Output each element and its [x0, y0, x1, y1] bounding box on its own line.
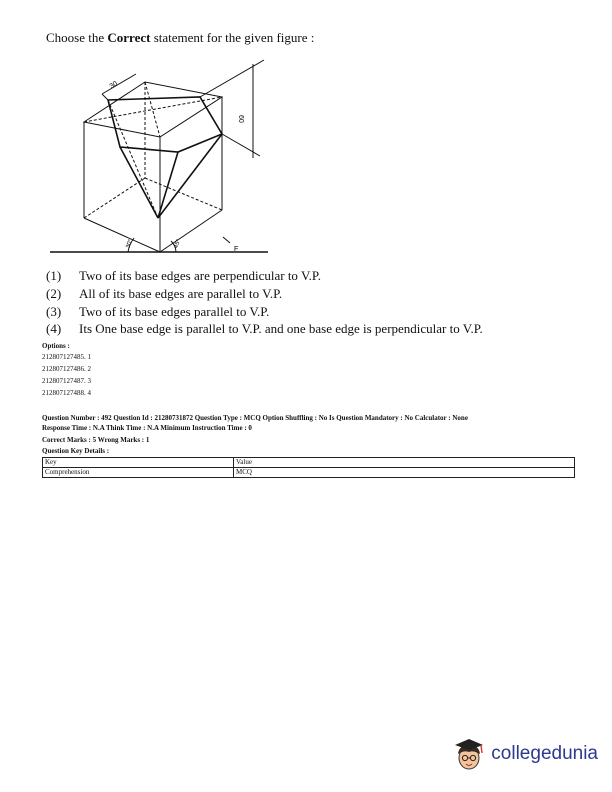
question-text: Choose the Correct statement for the given figure : [46, 30, 315, 45]
hidden-bottom-right [145, 178, 222, 210]
question-meta-line-1: Question Number : 492 Question Id : 21280731872 Question Type : MCQ Option Shuffling : No Is Question Mandatory : No Calculator : None [42, 414, 468, 422]
option-id-4: 212807127488. 4 [42, 389, 91, 397]
option-3: (3) Two of its base edges parallel to V.P. [46, 304, 270, 319]
value-cell: MCQ [234, 468, 575, 478]
f-arrow [223, 237, 230, 243]
option-id-1: 212807127485. 1 [42, 353, 91, 361]
brand-name: collegedunia [491, 743, 598, 764]
option-id-2: 212807127486. 2 [42, 365, 91, 373]
key-table [42, 457, 575, 478]
dim-right-ext-top [200, 60, 264, 97]
box-bottom-right [160, 210, 222, 252]
dim-right-label: 60 [237, 115, 244, 123]
dim-top-tick [102, 94, 108, 100]
question-key-details-label: Question Key Details : [42, 447, 110, 455]
question-meta-line-2: Response Time : N.A Think Time : N.A Minimum Instruction Time : 0 [42, 424, 252, 432]
f-label: F [234, 246, 239, 253]
lateral-edge-hidden [108, 100, 158, 218]
angle-left-label: 30° [125, 238, 135, 250]
graduate-mascot-icon [451, 736, 487, 772]
lateral-edge-1 [120, 147, 158, 218]
option-4: (4) Its One base edge is parallel to V.P. and one base edge is perpendicular to V.P. [46, 321, 483, 336]
pyramid-figure [40, 52, 280, 264]
key-table-row [43, 468, 575, 478]
collegedunia-brand[interactable] [451, 734, 598, 774]
box-bottom-left [84, 218, 160, 252]
option-id-3: 212807127487. 3 [42, 377, 91, 385]
key-header: Key [43, 458, 234, 468]
hidden-bottom-left [84, 178, 145, 218]
top-diagonal-2 [145, 82, 160, 137]
options-label: Options : [42, 342, 70, 350]
question-meta-line-3: Correct Marks : 5 Wrong Marks : 1 [42, 436, 150, 444]
dim-right-ext-bottom [222, 134, 260, 156]
option-1: (1) Two of its base edges are perpendicular to V.P. [46, 268, 321, 283]
pyramid-base [108, 97, 222, 152]
dim-top-label: 30 [108, 80, 120, 91]
angle-right-label: 45° [173, 238, 183, 250]
option-2: (2) All of its base edges are parallel to V.P. [46, 286, 283, 301]
key-cell: Comprehension [43, 468, 234, 478]
value-header: Value [234, 458, 575, 468]
key-table-header [43, 458, 575, 468]
